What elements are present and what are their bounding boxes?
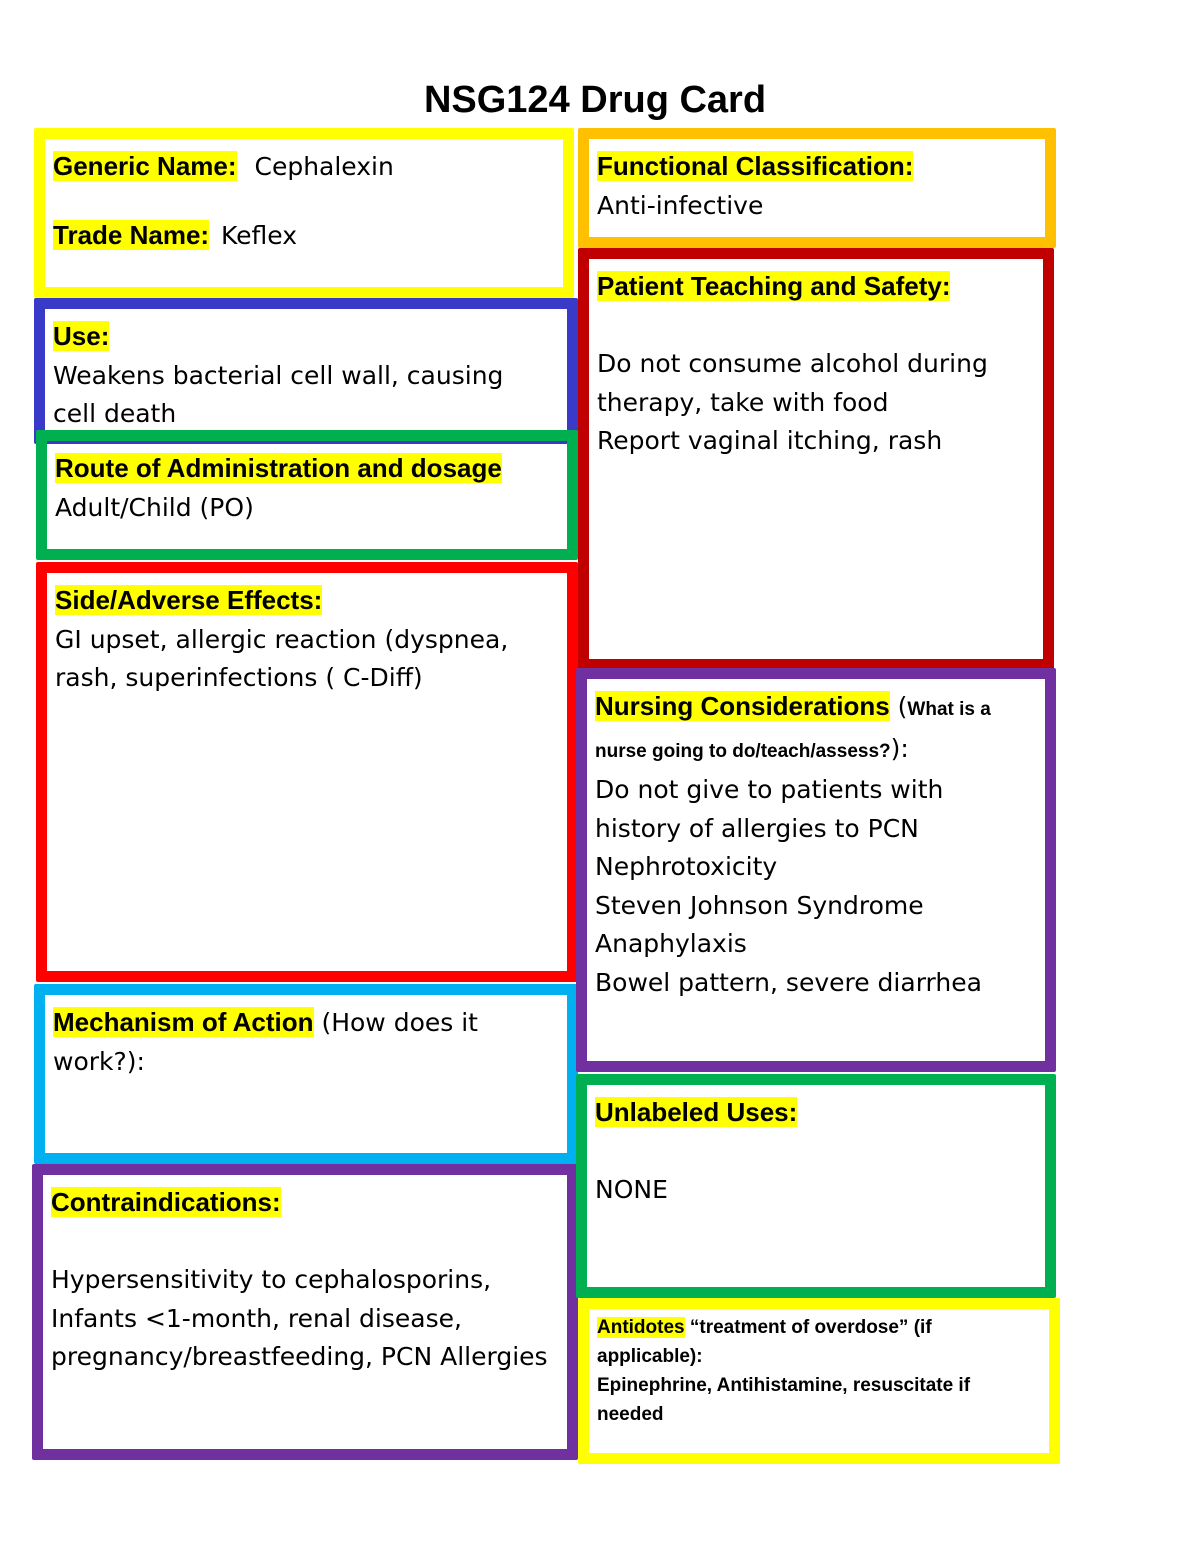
patient-teaching-box (578, 248, 1054, 670)
nursing-considerations-box (576, 668, 1056, 1072)
mechanism-label: Mechanism of Action (53, 1007, 314, 1037)
nursing-paren: ( (889, 692, 908, 721)
generic-name-label: Generic Name: (53, 151, 237, 181)
use-line: Weakens bacterial cell wall, causing (53, 360, 504, 390)
functional-classification-box (578, 128, 1056, 248)
route-label: Route of Administration and dosage (55, 453, 502, 483)
mechanism-prompt: (How does it (313, 1008, 478, 1037)
antidotes-line: needed (597, 1404, 664, 1425)
nursing-paren: ): (890, 733, 909, 763)
nursing-considerations-label: Nursing Considerations (595, 691, 890, 721)
page-title: NSG124 Drug Card (423, 79, 767, 121)
unlabeled-uses-box (576, 1074, 1056, 1298)
antidotes-line: Epinephrine, Antihistamine, resuscitate if (597, 1375, 971, 1396)
nursing-line: Steven Johnson Syndrome (595, 890, 924, 920)
mechanism-prompt: work?): (53, 1046, 145, 1076)
functional-classification-label: Functional Classification: (597, 151, 914, 181)
nursing-line: Anaphylaxis (595, 929, 747, 958)
side-effects-box (36, 562, 578, 982)
nursing-line: Bowel pattern, severe diarrhea (595, 967, 982, 997)
generic-name-value: Cephalexin (254, 152, 394, 181)
side-effects-label: Side/Adverse Effects: (55, 585, 323, 615)
use-box (34, 298, 578, 444)
generic-trade-box (34, 128, 574, 298)
nursing-line: history of allergies to PCN (595, 813, 919, 843)
contraindications-line: Hypersensitivity to cephalosporins, (51, 1265, 492, 1294)
antidotes-label: Antidotes (597, 1317, 685, 1338)
nursing-prompt: nurse going to do/teach/assess? (595, 740, 891, 762)
nursing-line: Do not give to patients with (595, 775, 944, 804)
unlabeled-uses-label: Unlabeled Uses: (595, 1097, 798, 1127)
functional-classification-value: Anti-infective (597, 190, 764, 220)
antidotes-prompt: “treatment of overdose” (if (684, 1317, 932, 1338)
route-box (36, 430, 578, 560)
contraindications-line: pregnancy/breastfeeding, PCN Allergies (51, 1342, 548, 1371)
mechanism-box (34, 984, 578, 1164)
unlabeled-uses-value: NONE (595, 1175, 668, 1204)
use-line: cell death (53, 399, 177, 428)
patient-teaching-line: therapy, take with food (597, 387, 889, 417)
patient-teaching-label: Patient Teaching and Safety: (597, 271, 951, 301)
contraindications-label: Contraindications: (51, 1187, 281, 1217)
trade-name-value: Keflex (221, 220, 298, 250)
patient-teaching-line: Do not consume alcohol during (597, 349, 988, 378)
route-line: Adult/Child (PO) (55, 492, 254, 522)
side-effects-line: rash, superinfections ( C-Diff) (55, 663, 423, 692)
antidotes-box (578, 1298, 1060, 1464)
side-effects-line: GI upset, allergic reaction (dyspnea, (55, 624, 509, 654)
use-label: Use: (53, 321, 110, 351)
contraindications-line: Infants <1-month, renal disease, (51, 1303, 462, 1333)
contraindications-box (32, 1164, 578, 1460)
nursing-line: Nephrotoxicity (595, 852, 778, 881)
nursing-prompt: What is a (907, 699, 991, 720)
patient-teaching-line: Report vaginal itching, rash (597, 426, 943, 455)
antidotes-prompt: applicable): (597, 1346, 703, 1367)
trade-name-label: Trade Name: (53, 219, 210, 250)
